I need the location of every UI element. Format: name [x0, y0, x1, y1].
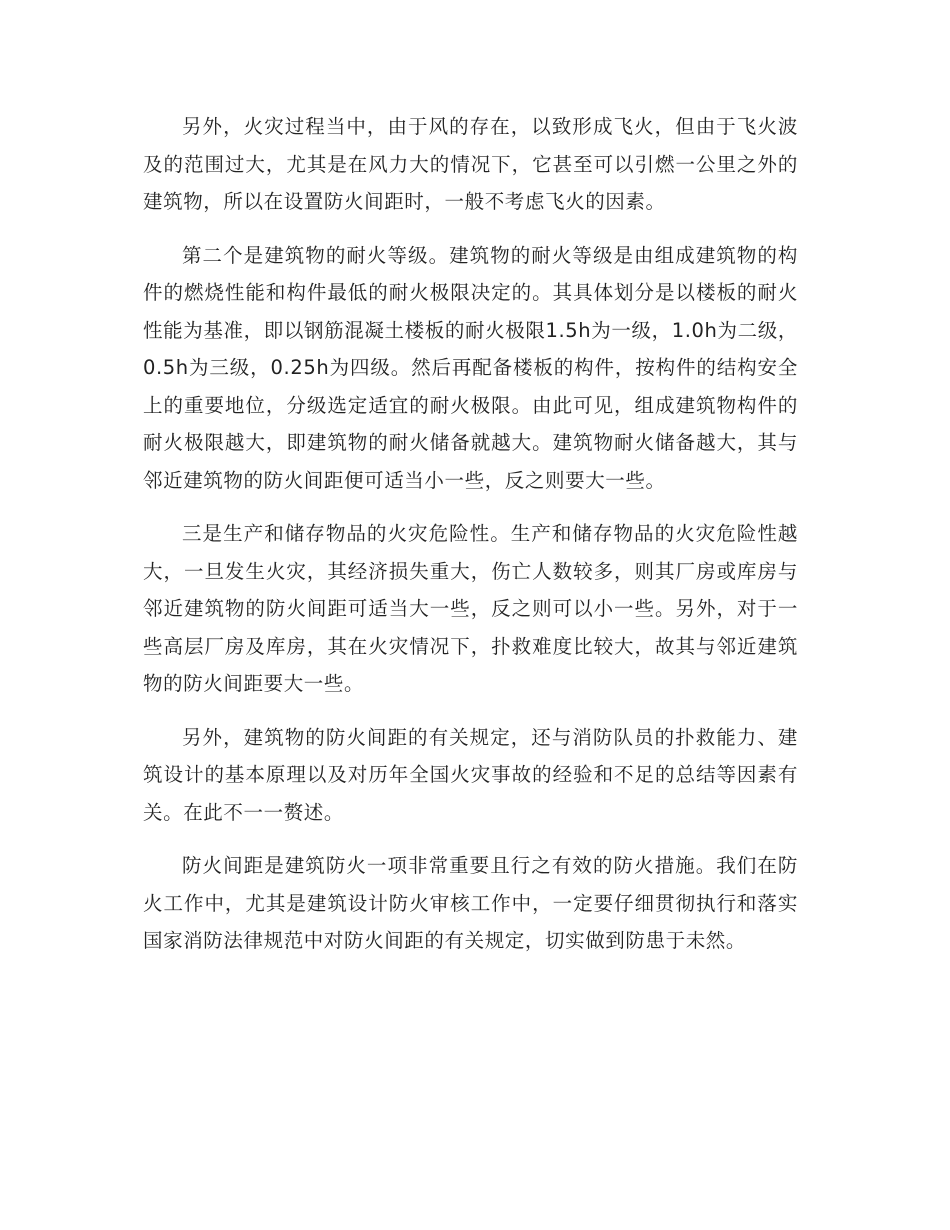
paragraph-conclusion: 防火间距是建筑防火一项非常重要且行之有效的防火措施。我们在防火工作中，尤其是建筑设计防火审核工作中，一定要仔细贯彻执行和落实国家消防法律规范中对防火间距的有关规定，切实做到防患于未然。: [143, 854, 798, 952]
paragraph-other-factors: 另外，建筑物的防火间距的有关规定，还与消防队员的扑救能力、建筑设计的基本原理以及对历年全国火灾事故的经验和不足的总结等因素有关。在此不一一赘述。: [143, 725, 798, 824]
paragraph-fire-resistance-rating: 第二个是建筑物的耐火等级。建筑物的耐火等级是由组成建筑物的构件的燃烧性能和构件最低的耐火极限决定的。其具体划分是以楼板的耐火性能为基准，即以钢筋混凝土楼板的耐火极限1.5h为一级，1.0h为二级，0.5h为三级，0.25h为四级。然后再配备楼板的构件，按构件的结构安全上的重要地位，分级选定适宜的耐火极限。由此可见，组成建筑物构件的耐火极限越大，即建筑物的耐火储备就越大。建筑物耐火储备越大，其与邻近建筑物的防火间距便可适当小一些，反之则要大一些。: [143, 243, 798, 492]
paragraph-flying-fire: 另外，火灾过程当中，由于风的存在，以致形成飞火，但由于飞火波及的范围过大，尤其是在风力大的情况下，它甚至可以引燃一公里之外的建筑物，所以在设置防火间距时，一般不考虑飞火的因素。: [143, 115, 798, 213]
paragraph-fire-hazard-of-goods: 三是生产和储存物品的火灾危险性。生产和储存物品的火灾危险性越大，一旦发生火灾，其经济损失重大，伤亡人数较多，则其厂房或库房与邻近建筑物的防火间距可适当大一些，反之则可以小一些。另外，对于一些高层厂房及库房，其在火灾情况下，扑救难度比较大，故其与邻近建筑物的防火间距要大一些。: [143, 522, 798, 695]
document-body: [143, 108, 798, 976]
